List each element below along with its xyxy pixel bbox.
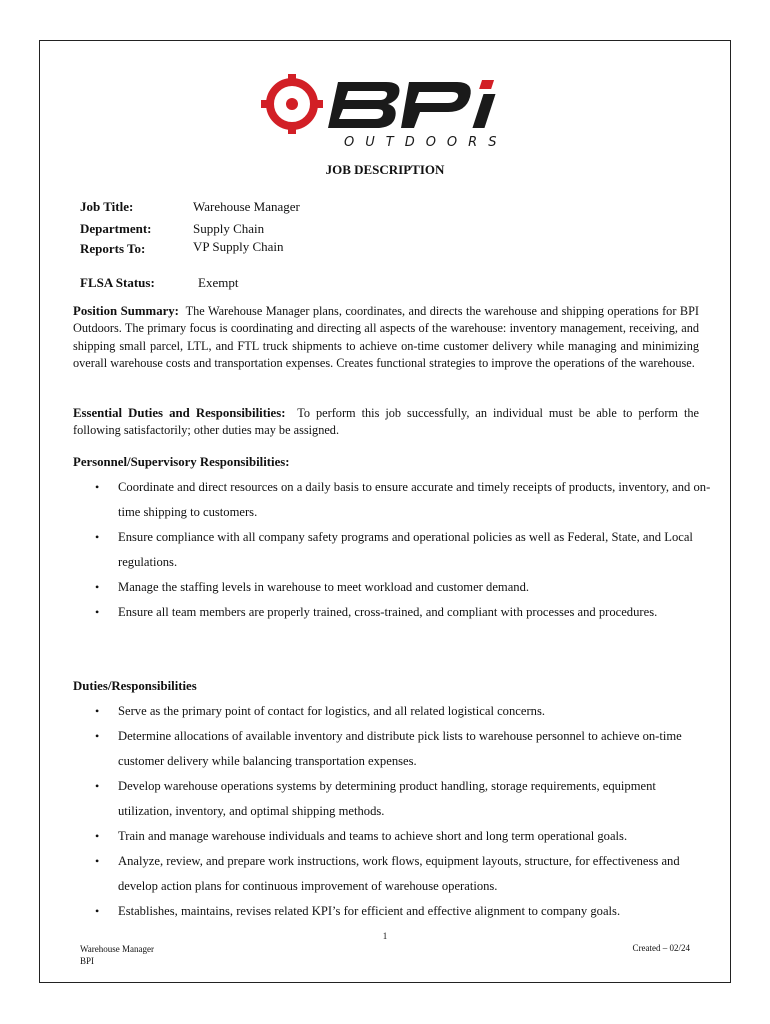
footer-company: BPI <box>80 956 95 966</box>
essential-duties-label: Essential Duties and Responsibilities: <box>73 406 286 420</box>
position-summary-text: The Warehouse Manager plans, coordinates, and directs the warehouse and shipping operations for BPI Outdoors. The primary focus is coordinating and directing all aspects of the warehouse: inventory management, receiving, and shipping small parcel, LTL, and FTL truck shipments to achieve on-time customer delivery while managing and minimizing overall warehouse costs and transportation expenses. Creates functional strategies to improve the operations of the warehouse. <box>73 304 700 370</box>
list-item: • Serve as the primary point of contact for logistics, and all related logistical concerns. <box>73 699 713 724</box>
personnel-heading: Personnel/Supervisory Responsibilities: <box>73 455 290 469</box>
essential-duties <box>73 405 699 440</box>
page-number: 1 <box>382 931 388 941</box>
logo-letter-p <box>401 82 471 128</box>
list-item: • Coordinate and direct resources on a daily basis to ensure accurate and timely receipts of products, inventory, and on-time shipping to customers. <box>73 475 713 525</box>
list-item: • Ensure compliance with all company safety programs and operational policies as well as Federal, State, and Local regulations. <box>73 525 713 575</box>
flsa-status-value: Exempt <box>198 275 239 290</box>
crosshair-target-icon <box>261 74 323 134</box>
department-value: Supply Chain <box>193 221 265 236</box>
list-item: • Develop warehouse operations systems by determining product handling, storage requirements, equipment utilization, inventory, and optimal shipping methods. <box>73 774 713 824</box>
position-summary-label: Position Summary: <box>73 304 179 318</box>
list-item: • Ensure all team members are properly trained, cross-trained, and compliant with processes and procedures. <box>73 600 713 625</box>
document-heading: JOB DESCRIPTION <box>325 162 445 177</box>
logo-letter-b <box>328 82 399 128</box>
footer-left <box>80 943 154 967</box>
duties-heading: Duties/Responsibilities <box>73 679 197 693</box>
reports-to-value: VP Supply Chain <box>193 239 284 254</box>
reports-to-label: Reports To: <box>80 241 146 256</box>
footer-doc-title: Warehouse Manager <box>80 944 154 954</box>
flsa-status-label: FLSA Status: <box>80 275 155 290</box>
position-summary <box>73 303 699 372</box>
bpi-outdoors-logo <box>258 74 510 150</box>
list-item: • Analyze, review, and prepare work instructions, work flows, equipment layouts, structure, for effectiveness and develop action plans for continuous improvement of warehouse operations. <box>73 849 713 899</box>
list-item: • Manage the staffing levels in warehouse to meet workload and customer demand. <box>73 575 713 600</box>
duties-list <box>73 699 713 924</box>
job-title-value: Warehouse Manager <box>193 199 300 214</box>
logo-letter-i <box>472 80 495 128</box>
logo-tagline: OUTDOORS <box>344 135 508 150</box>
personnel-list <box>73 475 713 625</box>
department-label: Department: <box>80 221 152 236</box>
list-item: • Establishes, maintains, revises related KPI’s for efficient and effective alignment to company goals. <box>73 899 713 924</box>
bpi-logo-graphic <box>258 74 510 150</box>
job-title-label: Job Title: <box>80 199 134 214</box>
list-item: • Train and manage warehouse individuals and teams to achieve short and long term operational goals. <box>73 824 713 849</box>
footer-created-date: Created – 02/24 <box>632 943 690 953</box>
list-item: • Determine allocations of available inventory and distribute pick lists to warehouse personnel to achieve on-time customer delivery while balancing transportation expenses. <box>73 724 713 774</box>
essential-duties-text: To perform this job successfully, an individual must be able to perform the following satisfactorily; other duties may be assigned. <box>73 406 699 438</box>
